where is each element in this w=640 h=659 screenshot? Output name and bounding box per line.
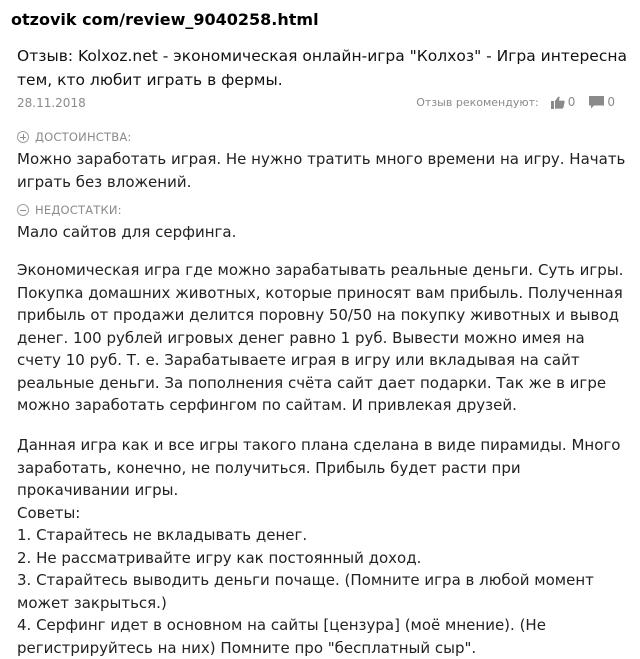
plus-circle-icon bbox=[17, 131, 29, 143]
body-paragraph-2: Данная игра как и все игры такого плана сделана в виде пирамиды. Много заработать, конечно, не получиться. Прибыль будет расти при прокачивании игры. bbox=[17, 436, 621, 499]
tip-item: 3. Старайтесь выводить деньги почаще. (Помните игра в любой момент может закрыться.) bbox=[17, 571, 594, 612]
source-url: otzovik com/review_9040258.html bbox=[11, 10, 319, 29]
recommend-label: Отзыв рекомендуют: bbox=[416, 95, 539, 109]
tip-item: 2. Не рассматривайте игру как постоянный доход. bbox=[17, 548, 422, 567]
recommend-block bbox=[416, 95, 615, 109]
review-date: 28.11.2018 bbox=[17, 96, 86, 110]
minus-circle-icon bbox=[17, 204, 29, 216]
review-title: Отзыв: Kolxoz.net - экономическая онлайн-игра "Колхоз" - Игра интересна тем, кто любит играть в фермы. bbox=[17, 47, 627, 89]
pros-label: ДОСТОИНСТВА: bbox=[35, 130, 132, 144]
tip-item: 1. Старайтесь не вкладывать денег. bbox=[17, 526, 308, 544]
cons-label: НЕДОСТАТКИ: bbox=[35, 203, 122, 217]
review-body-tips bbox=[17, 434, 627, 659]
cons-paragraph: Мало сайтов для серфинга. bbox=[17, 223, 237, 241]
tip-item: 4. Серфинг идет в основном на сайты [цензура] (моё мнение). (Не регистрируйтесь на них) Помните про "бесплатный сыр". bbox=[17, 616, 546, 657]
cons-text bbox=[17, 221, 627, 244]
cons-heading bbox=[17, 203, 122, 217]
likes-count: 0 bbox=[567, 95, 576, 109]
review-meta bbox=[17, 95, 615, 113]
pros-heading bbox=[17, 130, 131, 144]
comments-count: 0 bbox=[607, 95, 615, 109]
body-paragraph-1: Экономическая игра где можно зарабатывать реальные деньги. Суть игры. Покупка домашних животных, которые приносят вам прибыль. Полученная прибыль от продажи делится поровну 50/50 на покупку животных и вывод денег. 100 рублей игровых денег равно 1 руб. Вывести можно имея на счету 10 руб. Т. е. Зарабатываете играя в игру или вкладывая на сайт реальные деньги. За пополнения счёта сайт дает подарки. Так же в игре можно заработать серфингом по сайтам. И привлекая друзей. bbox=[17, 261, 624, 414]
review-body-main bbox=[17, 259, 627, 417]
thumbs-up-icon[interactable] bbox=[551, 96, 565, 109]
tips-heading: Советы: bbox=[17, 503, 81, 522]
pros-paragraph: Можно заработать играя. Не нужно тратить много времени на игру. Начать играть без вложений. bbox=[17, 150, 626, 191]
pros-text bbox=[17, 148, 627, 193]
comment-icon[interactable] bbox=[589, 96, 604, 109]
